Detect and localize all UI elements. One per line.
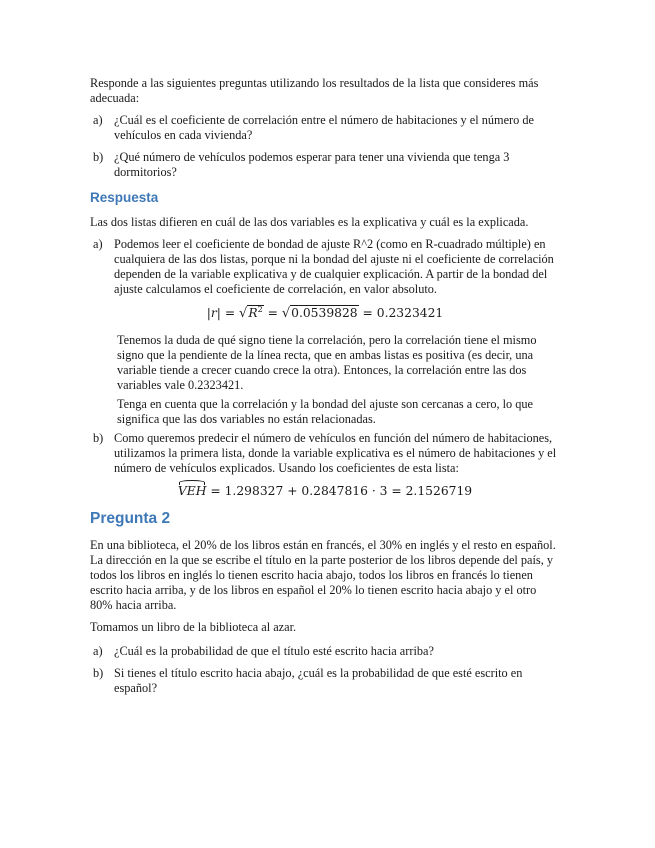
question-text: Si tienes el título escrito hacia abajo, ¿cuál es la probabilidad de que esté escrito en español? [114, 666, 523, 695]
question-label: b) [93, 666, 104, 680]
formula-result: 2.1526719 [405, 484, 473, 498]
answer-b [90, 431, 560, 476]
question-2a [90, 644, 560, 659]
question-1b [90, 150, 560, 180]
pregunta2-heading: Pregunta 2 [90, 510, 171, 527]
formula-lhs: |r| [206, 306, 221, 320]
answer-b-text: Como queremos predecir el número de vehículos en función del número de habitaciones, utilizamos la primera lista, donde la variable explicativa es el número de habitaciones y el número de vehículos explicados. Usando los coeficientes de esta lista: [114, 431, 557, 475]
sqrt-r2: $R^2$ [248, 304, 263, 320]
question-label: a) [93, 644, 103, 658]
question-label: b) [93, 150, 104, 164]
answer-a-para1: Tenemos la duda de qué signo tiene la correlación, pero la correlación tiene el mismo signo que la pendiente de la línea recta, que en ambas listas es positiva (es decir, una variable tiende a crecer cuando crece la otra). Entonces, la correlación entre las dos variables vale 0.2323421. [117, 333, 537, 392]
pregunta2-draw: Tomamos un libro de la biblioteca al azar. [90, 620, 297, 634]
formula-result: 0.2323421 [376, 306, 444, 320]
intro-paragraph: Responde a las siguientes preguntas utilizando los resultados de la lista que consideres más adecuada: [90, 76, 539, 105]
question-2b [90, 666, 560, 696]
question-label: a) [93, 113, 103, 127]
correlation-formula: $|r| = √R^2 = √0.0539828 = 0.2323421$ [206, 304, 444, 321]
answer-a-para2: Tenga en cuenta que la correlación y la bondad del ajuste son cercanas a cero, lo que significa que las dos variables no están relacionadas. [117, 397, 534, 426]
document-page [90, 76, 560, 703]
question-text: ¿Cuál es la probabilidad de que el título esté escrito hacia arriba? [114, 644, 434, 658]
answer-a-text: Podemos leer el coeficiente de bondad de ajuste R^2 (como en R-cuadrado múltiple) en cualquiera de las dos listas, porque ni la bondad del ajuste ni el coeficiente de correlación dependen de la variable explicativa y de cualquier explicación. A partir de la bondad del ajuste calculamos el coeficiente de correlación, en valor absoluto. [114, 237, 554, 296]
question-1a [90, 113, 560, 143]
regression-formula: VEH = 1.298327 + 0.2847816 · 3 = 2.1526719 [177, 484, 473, 498]
answer-label: b) [93, 431, 104, 445]
respuesta-heading: Respuesta [90, 190, 159, 205]
answer-label: a) [93, 237, 103, 251]
question-text: ¿Cuál es el coeficiente de correlación entre el número de habitaciones y el número de vehículos en cada vivienda? [114, 113, 534, 142]
formula-lhs: VEH [177, 484, 207, 498]
respuesta-intro: Las dos listas difieren en cuál de las dos variables es la explicativa y cuál es la explicada. [90, 215, 529, 229]
answer-a [90, 237, 560, 297]
question-text: ¿Qué número de vehículos podemos esperar para tener una vivienda que tenga 3 dormitorios? [114, 150, 510, 179]
sqrt-r2-value: 0.0539828 [291, 306, 358, 320]
pregunta2-paragraph: En una biblioteca, el 20% de los libros están en francés, el 30% en inglés y el resto en español. La dirección en la que se escribe el título en la parte posterior de los libros depende del país, y todos los libros en inglés lo tienen escrito hacia abajo, todos los libros en francés lo tienen escrito hacia arriba, y de los libros en español el 20% lo tienen escrito hacia abajo y el otro 80% hacia arriba. [90, 538, 556, 612]
